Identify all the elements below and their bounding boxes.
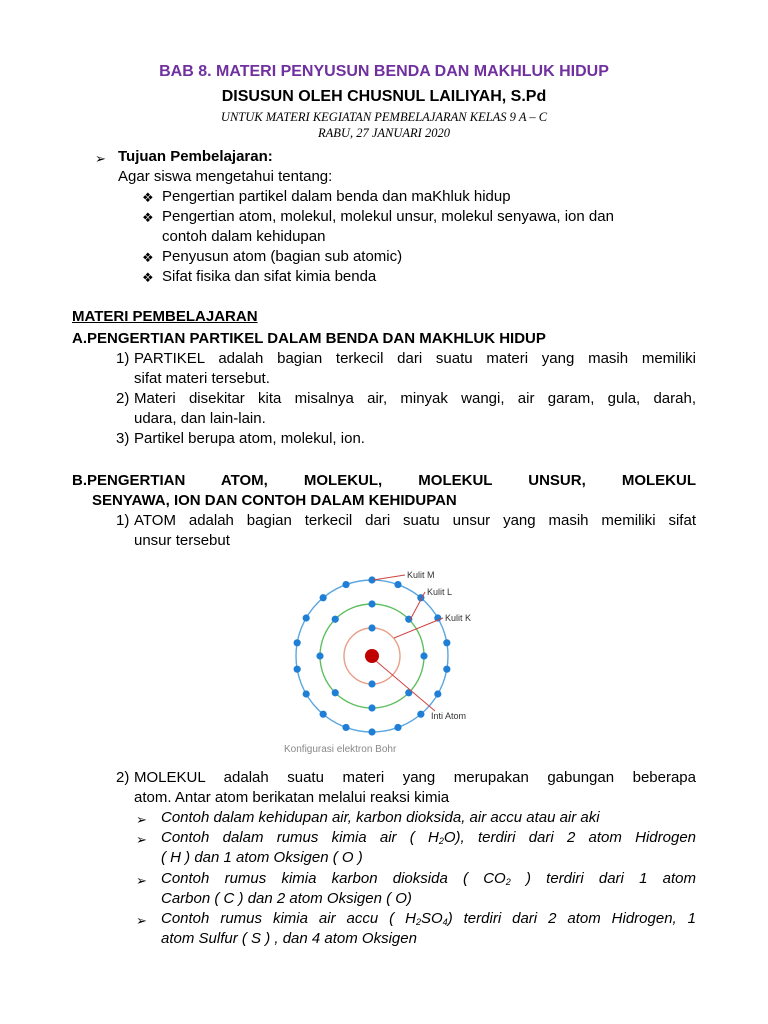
electron — [394, 724, 401, 731]
tujuan-item: contoh dalam kehidupan — [162, 228, 326, 245]
list-item-text: sifat materi tersebut. — [134, 370, 270, 387]
list-item-text: udara, dan lain-lain. — [134, 410, 266, 427]
list-number: 2) — [116, 769, 130, 786]
label-kulit-l: Kulit L — [427, 587, 453, 597]
electron — [394, 581, 401, 588]
electron — [368, 704, 375, 711]
tujuan-item: Pengertian atom, molekul, molekul unsur, molekul senyawa, ion dan — [162, 208, 614, 225]
diagram-caption: Konfigurasi elektron Bohr — [284, 744, 397, 755]
electron — [332, 689, 339, 696]
electron — [368, 728, 375, 735]
electron — [405, 689, 412, 696]
section-b-heading: B.PENGERTIAN ATOM, MOLEKUL, MOLEKUL UNSUR, MOLEKUL — [72, 472, 696, 489]
tujuan-item: Pengertian partikel dalam benda dan maKhluk hidup — [162, 188, 511, 205]
list-item-text: PARTIKEL adalah bagian terkecil dari suatu materi yang masih memiliki — [134, 350, 696, 367]
example-text: atom Sulfur ( S ) , dan 4 atom Oksigen — [161, 930, 417, 947]
electron — [294, 639, 301, 646]
diamond-bullet-icon: ❖ — [142, 250, 154, 265]
label-kulit-m: Kulit M — [407, 570, 435, 580]
arrow-bullet-icon: ➢ — [95, 151, 106, 166]
label-kulit-k: Kulit K — [445, 613, 472, 623]
tujuan-intro: Agar siswa mengetahui tentang: — [118, 168, 333, 185]
electron — [368, 680, 375, 687]
example-text: Contoh rumus kimia karbon dioksida ( $CO_2$ ) terdiri dari 1 atom — [161, 870, 696, 887]
electron — [303, 614, 310, 621]
arrow-bullet-icon: ➢ — [136, 812, 147, 827]
electron — [443, 666, 450, 673]
list-number: 1) — [116, 350, 130, 367]
electron — [303, 690, 310, 697]
diamond-bullet-icon: ❖ — [142, 270, 154, 285]
list-number: 1) — [116, 512, 130, 529]
list-item-text: Materi disekitar kita misalnya air, minyak wangi, air garam, gula, darah, — [134, 390, 696, 407]
electron — [320, 711, 327, 718]
electron — [342, 724, 349, 731]
electron — [332, 616, 339, 623]
materi-heading: MATERI PEMBELAJARAN — [72, 308, 258, 325]
list-item-text: unsur tersebut — [134, 532, 230, 549]
electron — [443, 639, 450, 646]
electron — [420, 652, 427, 659]
pointer-line — [394, 618, 443, 638]
electron — [294, 666, 301, 673]
tujuan-item: Sifat fisika dan sifat kimia benda — [162, 268, 377, 285]
electron — [316, 652, 323, 659]
tujuan-item: Penyusun atom (bagian sub atomic) — [162, 248, 403, 265]
list-number: 2) — [116, 390, 130, 407]
section-b-heading: SENYAWA, ION DAN CONTOH DALAM KEHIDUPAN — [92, 492, 457, 509]
date-line: RABU, 27 JANUARI 2020 — [318, 126, 450, 140]
nucleus — [365, 649, 379, 663]
class-info: UNTUK MATERI KEGIATAN PEMBELAJARAN KELAS 9 A – C — [220, 110, 548, 124]
arrow-bullet-icon: ➢ — [136, 873, 147, 888]
list-item-text: atom. Antar atom berikatan melalui reaksi kimia — [134, 789, 450, 806]
list-number: 3) — [116, 430, 130, 447]
example-text: Contoh dalam kehidupan air, karbon dioksida, air accu atau air aki — [161, 809, 600, 826]
pointer-line — [410, 592, 425, 620]
bohr-diagram — [285, 562, 485, 762]
pointer-line — [373, 575, 405, 580]
example-text: ( H ) dan 1 atom Oksigen ( O ) — [161, 849, 363, 866]
electron — [417, 711, 424, 718]
electron — [434, 690, 441, 697]
document-title: BAB 8. MATERI PENYUSUN BENDA DAN MAKHLUK HIDUP — [159, 63, 609, 80]
electron — [320, 594, 327, 601]
arrow-bullet-icon: ➢ — [136, 832, 147, 847]
diamond-bullet-icon: ❖ — [142, 210, 154, 225]
pointer-line — [376, 661, 435, 711]
author-line: DISUSUN OLEH CHUSNUL LAILIYAH, S.Pd — [221, 88, 547, 105]
diamond-bullet-icon: ❖ — [142, 190, 154, 205]
list-item-text: ATOM adalah bagian terkecil dari suatu unsur yang masih memiliki sifat — [134, 512, 696, 529]
tujuan-heading: Tujuan Pembelajaran: — [118, 148, 273, 165]
example-text: Carbon ( C ) dan 2 atom Oksigen ( O) — [161, 890, 412, 907]
electron — [342, 581, 349, 588]
arrow-bullet-icon: ➢ — [136, 913, 147, 928]
list-item-text: MOLEKUL adalah suatu materi yang merupakan gabungan beberapa — [134, 769, 696, 786]
electron — [368, 624, 375, 631]
example-text: Contoh dalam rumus kimia air ( $H_2O$), terdiri dari 2 atom Hidrogen — [161, 829, 696, 846]
list-item-text: Partikel berupa atom, molekul, ion. — [134, 430, 365, 447]
electron — [368, 600, 375, 607]
example-text: Contoh rumus kimia air accu ( $H_2SO_4$) terdiri dari 2 atom Hidrogen, 1 — [161, 910, 697, 927]
label-inti-atom: Inti Atom — [431, 711, 467, 721]
section-a-heading: A.PENGERTIAN PARTIKEL DALAM BENDA DAN MAKHLUK HIDUP — [72, 330, 546, 347]
